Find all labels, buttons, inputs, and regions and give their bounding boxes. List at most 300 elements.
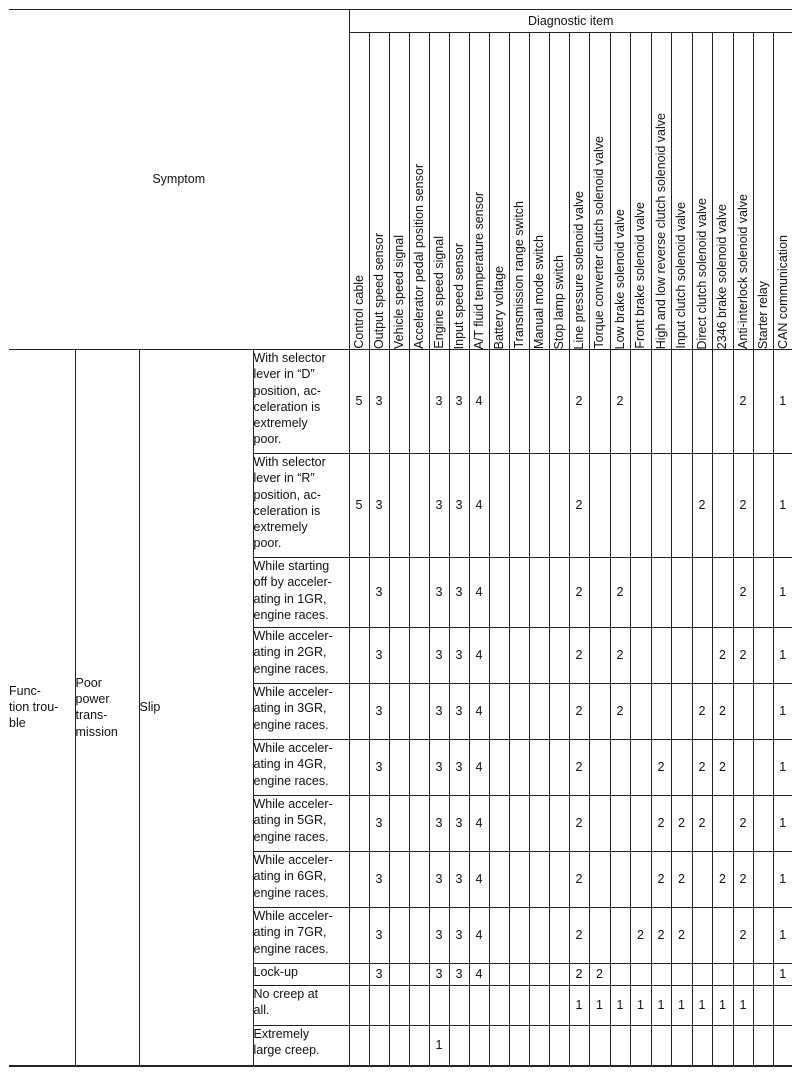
priority-cell: 3 bbox=[449, 740, 469, 796]
priority-cell bbox=[692, 908, 712, 964]
priority-cell: 2 bbox=[569, 350, 589, 454]
priority-cell: 3 bbox=[449, 628, 469, 684]
priority-cell bbox=[630, 964, 651, 986]
priority-cell bbox=[509, 796, 529, 852]
priority-cell bbox=[529, 796, 549, 852]
priority-cell bbox=[529, 454, 549, 558]
diagnostic-item-label: Accelerator pedal position sensor bbox=[411, 164, 426, 349]
priority-cell: 1 bbox=[773, 558, 792, 628]
priority-cell bbox=[529, 852, 549, 908]
priority-cell bbox=[489, 908, 509, 964]
priority-cell bbox=[409, 558, 429, 628]
diagnostic-item-label: Engine speed signal bbox=[431, 236, 446, 349]
priority-cell bbox=[671, 454, 692, 558]
priority-cell bbox=[509, 628, 529, 684]
priority-cell bbox=[733, 1026, 753, 1066]
diagnostic-item-label: Input clutch solenoid valve bbox=[674, 202, 689, 349]
priority-cell: 1 bbox=[671, 986, 692, 1026]
priority-cell bbox=[549, 908, 569, 964]
symptom-condition: No creep at all. bbox=[253, 986, 349, 1026]
priority-cell bbox=[549, 454, 569, 558]
priority-cell bbox=[349, 986, 369, 1026]
priority-cell bbox=[389, 796, 409, 852]
priority-cell bbox=[489, 852, 509, 908]
symptom-condition: While acceler- ating in 6GR, engine races. bbox=[253, 852, 349, 908]
priority-cell bbox=[389, 684, 409, 740]
priority-cell: 2 bbox=[651, 740, 671, 796]
priority-cell bbox=[692, 350, 712, 454]
diagnostic-item-label: Anti-interlock solenoid valve bbox=[735, 194, 750, 349]
symptom-condition: With selector lever in “R” position, ac- celeration is extremely poor. bbox=[253, 454, 349, 558]
priority-cell bbox=[409, 1026, 429, 1066]
priority-cell bbox=[389, 454, 409, 558]
diagnostic-item-label: Torque converter clutch solenoid valve bbox=[592, 136, 607, 349]
priority-cell bbox=[509, 558, 529, 628]
priority-cell bbox=[610, 1026, 630, 1066]
priority-cell bbox=[469, 1026, 489, 1066]
priority-cell bbox=[753, 628, 773, 684]
priority-cell: 2 bbox=[692, 684, 712, 740]
priority-cell: 2 bbox=[733, 796, 753, 852]
priority-cell bbox=[349, 684, 369, 740]
diagnosis-table bbox=[9, 9, 792, 1067]
priority-cell: 2 bbox=[610, 684, 630, 740]
diagnostic-item-header-cell bbox=[369, 33, 389, 350]
priority-cell bbox=[349, 852, 369, 908]
priority-cell bbox=[449, 1026, 469, 1066]
priority-cell bbox=[489, 628, 509, 684]
priority-cell bbox=[610, 796, 630, 852]
priority-cell: 1 bbox=[589, 986, 610, 1026]
priority-cell bbox=[529, 1026, 549, 1066]
priority-cell bbox=[589, 740, 610, 796]
priority-cell bbox=[389, 350, 409, 454]
priority-cell bbox=[549, 558, 569, 628]
priority-cell: 3 bbox=[369, 628, 389, 684]
priority-cell bbox=[349, 628, 369, 684]
priority-cell: 1 bbox=[773, 628, 792, 684]
priority-cell: 3 bbox=[449, 558, 469, 628]
diagnostic-item-label: High and low reverse clutch solenoid valve bbox=[653, 112, 668, 349]
diagnostic-item-header-cell bbox=[773, 33, 792, 350]
priority-cell bbox=[549, 986, 569, 1026]
diagnostic-item-header-cell bbox=[651, 33, 671, 350]
priority-cell: 3 bbox=[449, 852, 469, 908]
priority-cell: 4 bbox=[469, 350, 489, 454]
priority-cell bbox=[733, 964, 753, 986]
priority-cell bbox=[409, 454, 429, 558]
priority-cell: 3 bbox=[429, 454, 449, 558]
priority-cell: 3 bbox=[369, 852, 389, 908]
diagnostic-item-header-cell bbox=[589, 33, 610, 350]
priority-cell bbox=[529, 964, 549, 986]
diagnostic-item-header-cell bbox=[449, 33, 469, 350]
priority-cell bbox=[692, 628, 712, 684]
diagnostic-item-label: Control cable bbox=[351, 275, 366, 349]
priority-cell bbox=[389, 740, 409, 796]
priority-cell bbox=[549, 628, 569, 684]
priority-cell: 2 bbox=[651, 908, 671, 964]
priority-cell bbox=[489, 986, 509, 1026]
priority-cell: 3 bbox=[429, 684, 449, 740]
priority-cell: 4 bbox=[469, 908, 489, 964]
priority-cell bbox=[409, 964, 429, 986]
diagnostic-item-label: Line pressure solenoid valve bbox=[571, 190, 586, 349]
priority-cell bbox=[529, 558, 549, 628]
diagnostic-item-header-cell bbox=[692, 33, 712, 350]
priority-cell bbox=[773, 986, 792, 1026]
diagnostic-item-header-cell bbox=[549, 33, 569, 350]
priority-cell: 2 bbox=[712, 684, 733, 740]
priority-cell bbox=[753, 986, 773, 1026]
priority-cell: 1 bbox=[773, 350, 792, 454]
priority-cell: 5 bbox=[349, 454, 369, 558]
symptom-condition: With selector lever in “D” position, ac- celeration is extremely poor. bbox=[253, 350, 349, 454]
diagnostic-item-header-cell bbox=[733, 33, 753, 350]
priority-cell bbox=[349, 558, 369, 628]
priority-cell: 3 bbox=[369, 740, 389, 796]
priority-cell bbox=[712, 796, 733, 852]
symptom-condition: While acceler- ating in 2GR, engine races. bbox=[253, 628, 349, 684]
priority-cell bbox=[349, 964, 369, 986]
priority-cell bbox=[409, 740, 429, 796]
diagnostic-item-label: Front brake solenoid valve bbox=[633, 202, 648, 349]
priority-cell: 3 bbox=[369, 908, 389, 964]
diagnostic-item-label: CAN communication bbox=[775, 235, 790, 349]
diagnostic-item-header-cell bbox=[429, 33, 449, 350]
priority-cell: 2 bbox=[671, 796, 692, 852]
diagnostic-item-label: Transmission range switch bbox=[511, 201, 526, 349]
priority-cell: 2 bbox=[733, 852, 753, 908]
priority-cell bbox=[671, 628, 692, 684]
diagnostic-item-label: Starter relay bbox=[755, 280, 770, 349]
priority-cell bbox=[589, 852, 610, 908]
diagnostic-item-label: Input speed sensor bbox=[451, 242, 466, 349]
priority-cell: 2 bbox=[712, 628, 733, 684]
priority-cell bbox=[671, 740, 692, 796]
priority-cell: 2 bbox=[569, 852, 589, 908]
priority-cell bbox=[753, 558, 773, 628]
diagnostic-item-header-cell bbox=[389, 33, 409, 350]
priority-cell: 5 bbox=[349, 350, 369, 454]
priority-cell bbox=[630, 350, 651, 454]
priority-cell: 3 bbox=[429, 740, 449, 796]
priority-cell bbox=[489, 684, 509, 740]
priority-cell bbox=[509, 350, 529, 454]
priority-cell: 2 bbox=[692, 454, 712, 558]
priority-cell: 4 bbox=[469, 454, 489, 558]
priority-cell: 3 bbox=[429, 964, 449, 986]
priority-cell: 2 bbox=[733, 908, 753, 964]
diagnostic-item-label: Battery voltage bbox=[491, 265, 506, 349]
priority-cell bbox=[509, 908, 529, 964]
symptom-condition: Lock-up bbox=[253, 964, 349, 986]
priority-cell: 3 bbox=[429, 558, 449, 628]
priority-cell bbox=[409, 908, 429, 964]
priority-cell bbox=[589, 350, 610, 454]
priority-cell bbox=[753, 740, 773, 796]
priority-cell bbox=[409, 796, 429, 852]
diagnostic-item-label: Manual mode switch bbox=[531, 235, 546, 349]
priority-cell bbox=[529, 986, 549, 1026]
priority-cell: 4 bbox=[469, 684, 489, 740]
diagnostic-item-header-cell bbox=[509, 33, 529, 350]
priority-cell bbox=[549, 964, 569, 986]
priority-cell bbox=[753, 350, 773, 454]
priority-cell bbox=[529, 684, 549, 740]
priority-cell bbox=[589, 628, 610, 684]
priority-cell: 3 bbox=[369, 684, 389, 740]
priority-cell: 4 bbox=[469, 628, 489, 684]
diagnostic-item-header-cell bbox=[753, 33, 773, 350]
priority-cell bbox=[671, 684, 692, 740]
priority-cell: 2 bbox=[569, 558, 589, 628]
priority-cell: 3 bbox=[429, 852, 449, 908]
priority-cell bbox=[389, 986, 409, 1026]
diagnostic-item-header-cell bbox=[569, 33, 589, 350]
priority-cell bbox=[549, 684, 569, 740]
priority-cell bbox=[529, 628, 549, 684]
diagnostic-item-label: 2346 brake solenoid valve bbox=[715, 203, 730, 349]
priority-cell bbox=[489, 796, 509, 852]
priority-cell: 2 bbox=[692, 796, 712, 852]
priority-cell bbox=[409, 986, 429, 1026]
diagnostic-item-header-cell bbox=[529, 33, 549, 350]
priority-cell: 2 bbox=[733, 558, 753, 628]
priority-cell bbox=[409, 350, 429, 454]
priority-cell: 3 bbox=[449, 684, 469, 740]
priority-cell: 3 bbox=[369, 558, 389, 628]
priority-cell: 1 bbox=[429, 1026, 449, 1066]
priority-cell: 1 bbox=[733, 986, 753, 1026]
symptom-condition: While acceler- ating in 7GR, engine races. bbox=[253, 908, 349, 964]
priority-cell: 1 bbox=[773, 454, 792, 558]
priority-cell: 2 bbox=[712, 852, 733, 908]
priority-cell bbox=[409, 628, 429, 684]
diagnostic-item-header-cell bbox=[630, 33, 651, 350]
priority-cell bbox=[349, 740, 369, 796]
priority-cell bbox=[712, 558, 733, 628]
priority-cell: 1 bbox=[773, 684, 792, 740]
priority-cell: 3 bbox=[449, 796, 469, 852]
priority-cell bbox=[389, 558, 409, 628]
priority-cell bbox=[671, 1026, 692, 1066]
priority-cell: 3 bbox=[449, 908, 469, 964]
category-poor-power-transmission: Poor power trans- mission bbox=[75, 350, 139, 1066]
priority-cell bbox=[773, 1026, 792, 1066]
priority-cell bbox=[610, 852, 630, 908]
priority-cell: 4 bbox=[469, 852, 489, 908]
priority-cell: 3 bbox=[449, 454, 469, 558]
priority-cell bbox=[589, 796, 610, 852]
priority-cell bbox=[753, 684, 773, 740]
priority-cell bbox=[610, 908, 630, 964]
priority-cell bbox=[753, 1026, 773, 1066]
priority-cell: 2 bbox=[671, 908, 692, 964]
priority-cell bbox=[651, 454, 671, 558]
priority-cell bbox=[753, 796, 773, 852]
priority-cell bbox=[429, 986, 449, 1026]
priority-cell bbox=[489, 454, 509, 558]
priority-cell: 4 bbox=[469, 558, 489, 628]
priority-cell bbox=[349, 796, 369, 852]
priority-cell: 1 bbox=[773, 852, 792, 908]
priority-cell: 2 bbox=[651, 852, 671, 908]
priority-cell: 1 bbox=[773, 796, 792, 852]
symptom-condition: While acceler- ating in 4GR, engine races. bbox=[253, 740, 349, 796]
priority-cell bbox=[409, 684, 429, 740]
priority-cell bbox=[369, 986, 389, 1026]
priority-cell bbox=[509, 454, 529, 558]
priority-cell: 3 bbox=[429, 350, 449, 454]
priority-cell bbox=[733, 740, 753, 796]
priority-cell: 2 bbox=[589, 964, 610, 986]
symptom-header: Symptom bbox=[9, 10, 349, 350]
symptom-condition: Extremely large creep. bbox=[253, 1026, 349, 1066]
priority-cell: 2 bbox=[569, 796, 589, 852]
priority-cell bbox=[630, 454, 651, 558]
priority-cell bbox=[753, 454, 773, 558]
priority-cell: 2 bbox=[651, 796, 671, 852]
priority-cell bbox=[692, 852, 712, 908]
priority-cell: 2 bbox=[692, 740, 712, 796]
priority-cell: 3 bbox=[429, 796, 449, 852]
priority-cell: 3 bbox=[429, 628, 449, 684]
category-function-trouble: Func- tion trou- ble bbox=[9, 350, 75, 1066]
priority-cell bbox=[651, 964, 671, 986]
priority-cell: 1 bbox=[712, 986, 733, 1026]
priority-cell bbox=[712, 964, 733, 986]
priority-cell bbox=[389, 908, 409, 964]
priority-cell bbox=[630, 558, 651, 628]
priority-cell bbox=[549, 852, 569, 908]
priority-cell bbox=[671, 558, 692, 628]
priority-cell bbox=[489, 964, 509, 986]
priority-cell bbox=[610, 454, 630, 558]
priority-cell bbox=[712, 1026, 733, 1066]
priority-cell: 2 bbox=[712, 740, 733, 796]
diagnostic-item-label: A/T fluid temperature sensor bbox=[471, 191, 486, 349]
priority-cell bbox=[651, 350, 671, 454]
priority-cell: 1 bbox=[651, 986, 671, 1026]
priority-cell bbox=[630, 852, 651, 908]
diagnostic-item-label: Low brake solenoid valve bbox=[612, 208, 627, 349]
diagnostic-item-label: Direct clutch solenoid valve bbox=[694, 197, 709, 349]
symptom-condition: While acceler- ating in 3GR, engine races. bbox=[253, 684, 349, 740]
priority-cell bbox=[630, 740, 651, 796]
priority-cell bbox=[671, 964, 692, 986]
priority-cell bbox=[509, 986, 529, 1026]
diagnostic-item-header-cell bbox=[671, 33, 692, 350]
priority-cell bbox=[389, 1026, 409, 1066]
priority-cell bbox=[589, 558, 610, 628]
priority-cell: 2 bbox=[569, 684, 589, 740]
priority-cell: 1 bbox=[773, 740, 792, 796]
priority-cell bbox=[449, 986, 469, 1026]
priority-cell bbox=[651, 684, 671, 740]
priority-cell: 2 bbox=[610, 628, 630, 684]
priority-cell bbox=[630, 796, 651, 852]
priority-cell: 2 bbox=[569, 628, 589, 684]
priority-cell bbox=[589, 454, 610, 558]
diagnostic-item-header: Diagnostic item bbox=[349, 10, 792, 33]
priority-cell bbox=[733, 684, 753, 740]
priority-cell: 2 bbox=[569, 908, 589, 964]
priority-cell bbox=[549, 1026, 569, 1066]
priority-cell: 2 bbox=[610, 558, 630, 628]
diagnostic-item-label: Vehicle speed signal bbox=[391, 235, 406, 349]
priority-cell bbox=[712, 350, 733, 454]
priority-cell: 2 bbox=[569, 740, 589, 796]
priority-cell: 1 bbox=[610, 986, 630, 1026]
priority-cell bbox=[469, 986, 489, 1026]
diagnostic-item-header-cell bbox=[409, 33, 429, 350]
symptom-condition: While acceler- ating in 5GR, engine races. bbox=[253, 796, 349, 852]
priority-cell bbox=[651, 1026, 671, 1066]
table-row bbox=[9, 350, 792, 454]
diagnostic-item-header-cell bbox=[712, 33, 733, 350]
priority-cell bbox=[489, 350, 509, 454]
priority-cell bbox=[509, 740, 529, 796]
priority-cell bbox=[509, 1026, 529, 1066]
priority-cell bbox=[630, 628, 651, 684]
priority-cell bbox=[712, 454, 733, 558]
priority-cell bbox=[549, 350, 569, 454]
priority-cell bbox=[712, 908, 733, 964]
priority-cell bbox=[569, 1026, 589, 1066]
priority-cell bbox=[509, 852, 529, 908]
priority-cell: 3 bbox=[369, 964, 389, 986]
priority-cell: 1 bbox=[630, 986, 651, 1026]
diagnostic-item-header-cell bbox=[489, 33, 509, 350]
priority-cell bbox=[489, 1026, 509, 1066]
priority-cell bbox=[651, 628, 671, 684]
priority-cell bbox=[549, 740, 569, 796]
priority-cell bbox=[489, 558, 509, 628]
priority-cell bbox=[610, 740, 630, 796]
priority-cell bbox=[349, 1026, 369, 1066]
priority-cell: 4 bbox=[469, 740, 489, 796]
diagnostic-item-header-cell bbox=[469, 33, 489, 350]
priority-cell: 1 bbox=[773, 908, 792, 964]
priority-cell: 1 bbox=[692, 986, 712, 1026]
priority-cell bbox=[610, 964, 630, 986]
priority-cell: 2 bbox=[671, 852, 692, 908]
priority-cell bbox=[529, 908, 549, 964]
priority-cell bbox=[630, 1026, 651, 1066]
priority-cell bbox=[753, 852, 773, 908]
priority-cell bbox=[509, 684, 529, 740]
priority-cell bbox=[630, 684, 651, 740]
priority-cell bbox=[651, 558, 671, 628]
priority-cell: 3 bbox=[449, 964, 469, 986]
priority-cell bbox=[589, 684, 610, 740]
category-slip: Slip bbox=[139, 350, 253, 1066]
priority-cell: 3 bbox=[369, 796, 389, 852]
symptom-condition: While starting off by acceler- ating in 1GR, engine races. bbox=[253, 558, 349, 628]
priority-cell: 4 bbox=[469, 796, 489, 852]
priority-cell bbox=[529, 740, 549, 796]
priority-cell bbox=[549, 796, 569, 852]
diagnostic-item-label: Output speed sensor bbox=[371, 232, 386, 349]
diagnostic-item-label: Stop lamp switch bbox=[551, 254, 566, 349]
priority-cell: 2 bbox=[733, 454, 753, 558]
priority-cell bbox=[671, 350, 692, 454]
priority-cell bbox=[692, 964, 712, 986]
diagnostic-item-header-cell bbox=[610, 33, 630, 350]
priority-cell bbox=[489, 740, 509, 796]
priority-cell bbox=[589, 1026, 610, 1066]
